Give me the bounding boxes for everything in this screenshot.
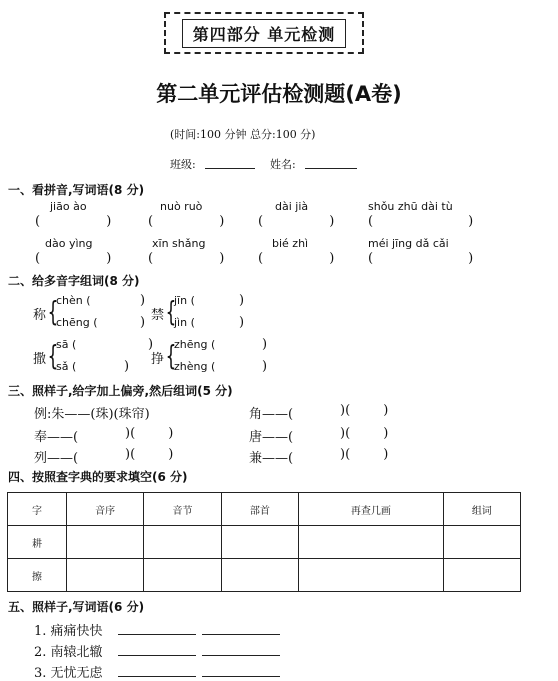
row-char: 擦 xyxy=(8,559,67,592)
col-header: 音序 xyxy=(67,493,144,526)
table-cell[interactable] xyxy=(443,526,520,559)
pinyin-1-1: jiāo ào xyxy=(50,200,87,213)
radical-answer-3[interactable]: )( ) xyxy=(340,426,389,441)
table-cell[interactable] xyxy=(144,559,221,592)
answer-box-2-4[interactable]: ( ) xyxy=(368,251,474,266)
word-blank-1a[interactable] xyxy=(118,634,196,635)
answer-box-2-2[interactable]: ( ) xyxy=(148,251,225,266)
pinyin-1-3: dài jià xyxy=(275,200,309,213)
reading-4-1: zhēng ( xyxy=(174,338,216,351)
answer-box-2-3[interactable]: ( ) xyxy=(258,251,335,266)
example-word-3: 3. 无忧无虑 xyxy=(34,666,103,681)
example-word-1: 1. 痛痛快快 xyxy=(34,624,103,639)
answer-box-1-3[interactable]: ( ) xyxy=(258,214,335,229)
word-blank-3a[interactable] xyxy=(118,676,196,677)
pinyin-2-2: xīn shǎng xyxy=(152,237,206,250)
page-title: 第二单元评估检测题(A卷) xyxy=(156,82,402,106)
answer-close-3-2[interactable]: ) xyxy=(124,359,130,374)
answer-close-2-1[interactable]: ) xyxy=(239,293,245,308)
radical-answer-1[interactable]: )( ) xyxy=(340,403,389,418)
name-label: 姓名: xyxy=(270,158,296,171)
table-cell[interactable] xyxy=(299,559,444,592)
col-header: 再查几画 xyxy=(299,493,444,526)
table-cell[interactable] xyxy=(67,526,144,559)
reading-1-2: chēng ( xyxy=(56,316,98,329)
word-blank-2a[interactable] xyxy=(118,655,196,656)
table-row xyxy=(8,559,521,592)
reading-3-1: sā ( xyxy=(56,338,77,351)
table-cell[interactable] xyxy=(221,526,298,559)
radical-answer-2[interactable]: )( ) xyxy=(125,426,174,441)
radical-item-3: 唐——( xyxy=(249,430,294,445)
answer-box-1-1[interactable]: ( ) xyxy=(35,214,112,229)
col-header: 部首 xyxy=(221,493,298,526)
answer-close-3-1[interactable]: ) xyxy=(148,337,154,352)
answer-close-1-1[interactable]: ) xyxy=(140,293,146,308)
radical-item-5: 兼——( xyxy=(249,451,294,466)
brace-2: { xyxy=(165,295,177,328)
col-header: 字 xyxy=(8,493,67,526)
radical-item-4: 列——( xyxy=(34,451,79,466)
col-header: 组词 xyxy=(443,493,520,526)
section-banner xyxy=(164,12,364,54)
example-line: 例:朱——(珠)(珠帘) xyxy=(34,407,150,422)
pinyin-2-1: dào yìng xyxy=(45,237,93,250)
col-header: 音节 xyxy=(144,493,221,526)
pinyin-1-4: shǒu zhū dài tù xyxy=(368,200,453,213)
answer-close-4-1[interactable]: ) xyxy=(262,337,268,352)
word-blank-1b[interactable] xyxy=(202,634,280,635)
section-4-heading: 四、按照查字典的要求填空(6 分) xyxy=(8,470,188,484)
polyphone-char-2: 禁 xyxy=(151,308,165,323)
reading-1-1: chèn ( xyxy=(56,294,91,307)
reading-3-2: sǎ ( xyxy=(56,360,77,373)
polyphone-char-3: 撒 xyxy=(33,352,47,367)
answer-close-1-2[interactable]: ) xyxy=(140,315,146,330)
table-cell[interactable] xyxy=(299,526,444,559)
brace-3: { xyxy=(47,339,59,372)
brace-1: { xyxy=(47,295,59,328)
answer-box-2-1[interactable]: ( ) xyxy=(35,251,112,266)
pinyin-2-3: bié zhì xyxy=(272,237,309,250)
radical-answer-4[interactable]: )( ) xyxy=(125,447,174,462)
radical-item-1: 角——( xyxy=(249,407,294,422)
answer-box-1-2[interactable]: ( ) xyxy=(148,214,225,229)
table-cell[interactable] xyxy=(144,526,221,559)
section-2-heading: 二、给多音字组词(8 分) xyxy=(8,274,140,288)
reading-2-2: jìn ( xyxy=(174,316,195,329)
brace-4: { xyxy=(165,339,177,372)
name-blank[interactable] xyxy=(305,168,357,169)
class-label: 班级: xyxy=(170,158,196,171)
reading-2-1: jīn ( xyxy=(174,294,195,307)
radical-item-2: 奉——( xyxy=(34,430,79,445)
polyphone-char-4: 挣 xyxy=(151,352,165,367)
row-char: 耕 xyxy=(8,526,67,559)
dictionary-table xyxy=(7,492,521,592)
word-blank-2b[interactable] xyxy=(202,655,280,656)
table-cell[interactable] xyxy=(443,559,520,592)
section-3-heading: 三、照样子,给字加上偏旁,然后组词(5 分) xyxy=(8,384,233,398)
table-header-row xyxy=(8,493,521,526)
radical-answer-5[interactable]: )( ) xyxy=(340,447,389,462)
pinyin-1-2: nuò ruò xyxy=(160,200,203,213)
class-blank[interactable] xyxy=(205,168,255,169)
reading-4-2: zhèng ( xyxy=(174,360,216,373)
section-1-heading: 一、看拼音,写词语(8 分) xyxy=(8,183,145,197)
answer-close-4-2[interactable]: ) xyxy=(262,359,268,374)
polyphone-char-1: 称 xyxy=(33,308,47,323)
section-5-heading: 五、照样子,写词语(6 分) xyxy=(8,600,145,614)
example-word-2: 2. 南辕北辙 xyxy=(34,645,103,660)
table-cell[interactable] xyxy=(67,559,144,592)
banner-text: 第四部分 单元检测 xyxy=(182,19,347,48)
answer-close-2-2[interactable]: ) xyxy=(239,315,245,330)
word-blank-3b[interactable] xyxy=(202,676,280,677)
pinyin-2-4: méi jīng dǎ cǎi xyxy=(368,237,449,250)
table-cell[interactable] xyxy=(221,559,298,592)
answer-box-1-4[interactable]: ( ) xyxy=(368,214,474,229)
table-row xyxy=(8,526,521,559)
time-info: (时间:100 分钟 总分:100 分) xyxy=(170,128,316,141)
